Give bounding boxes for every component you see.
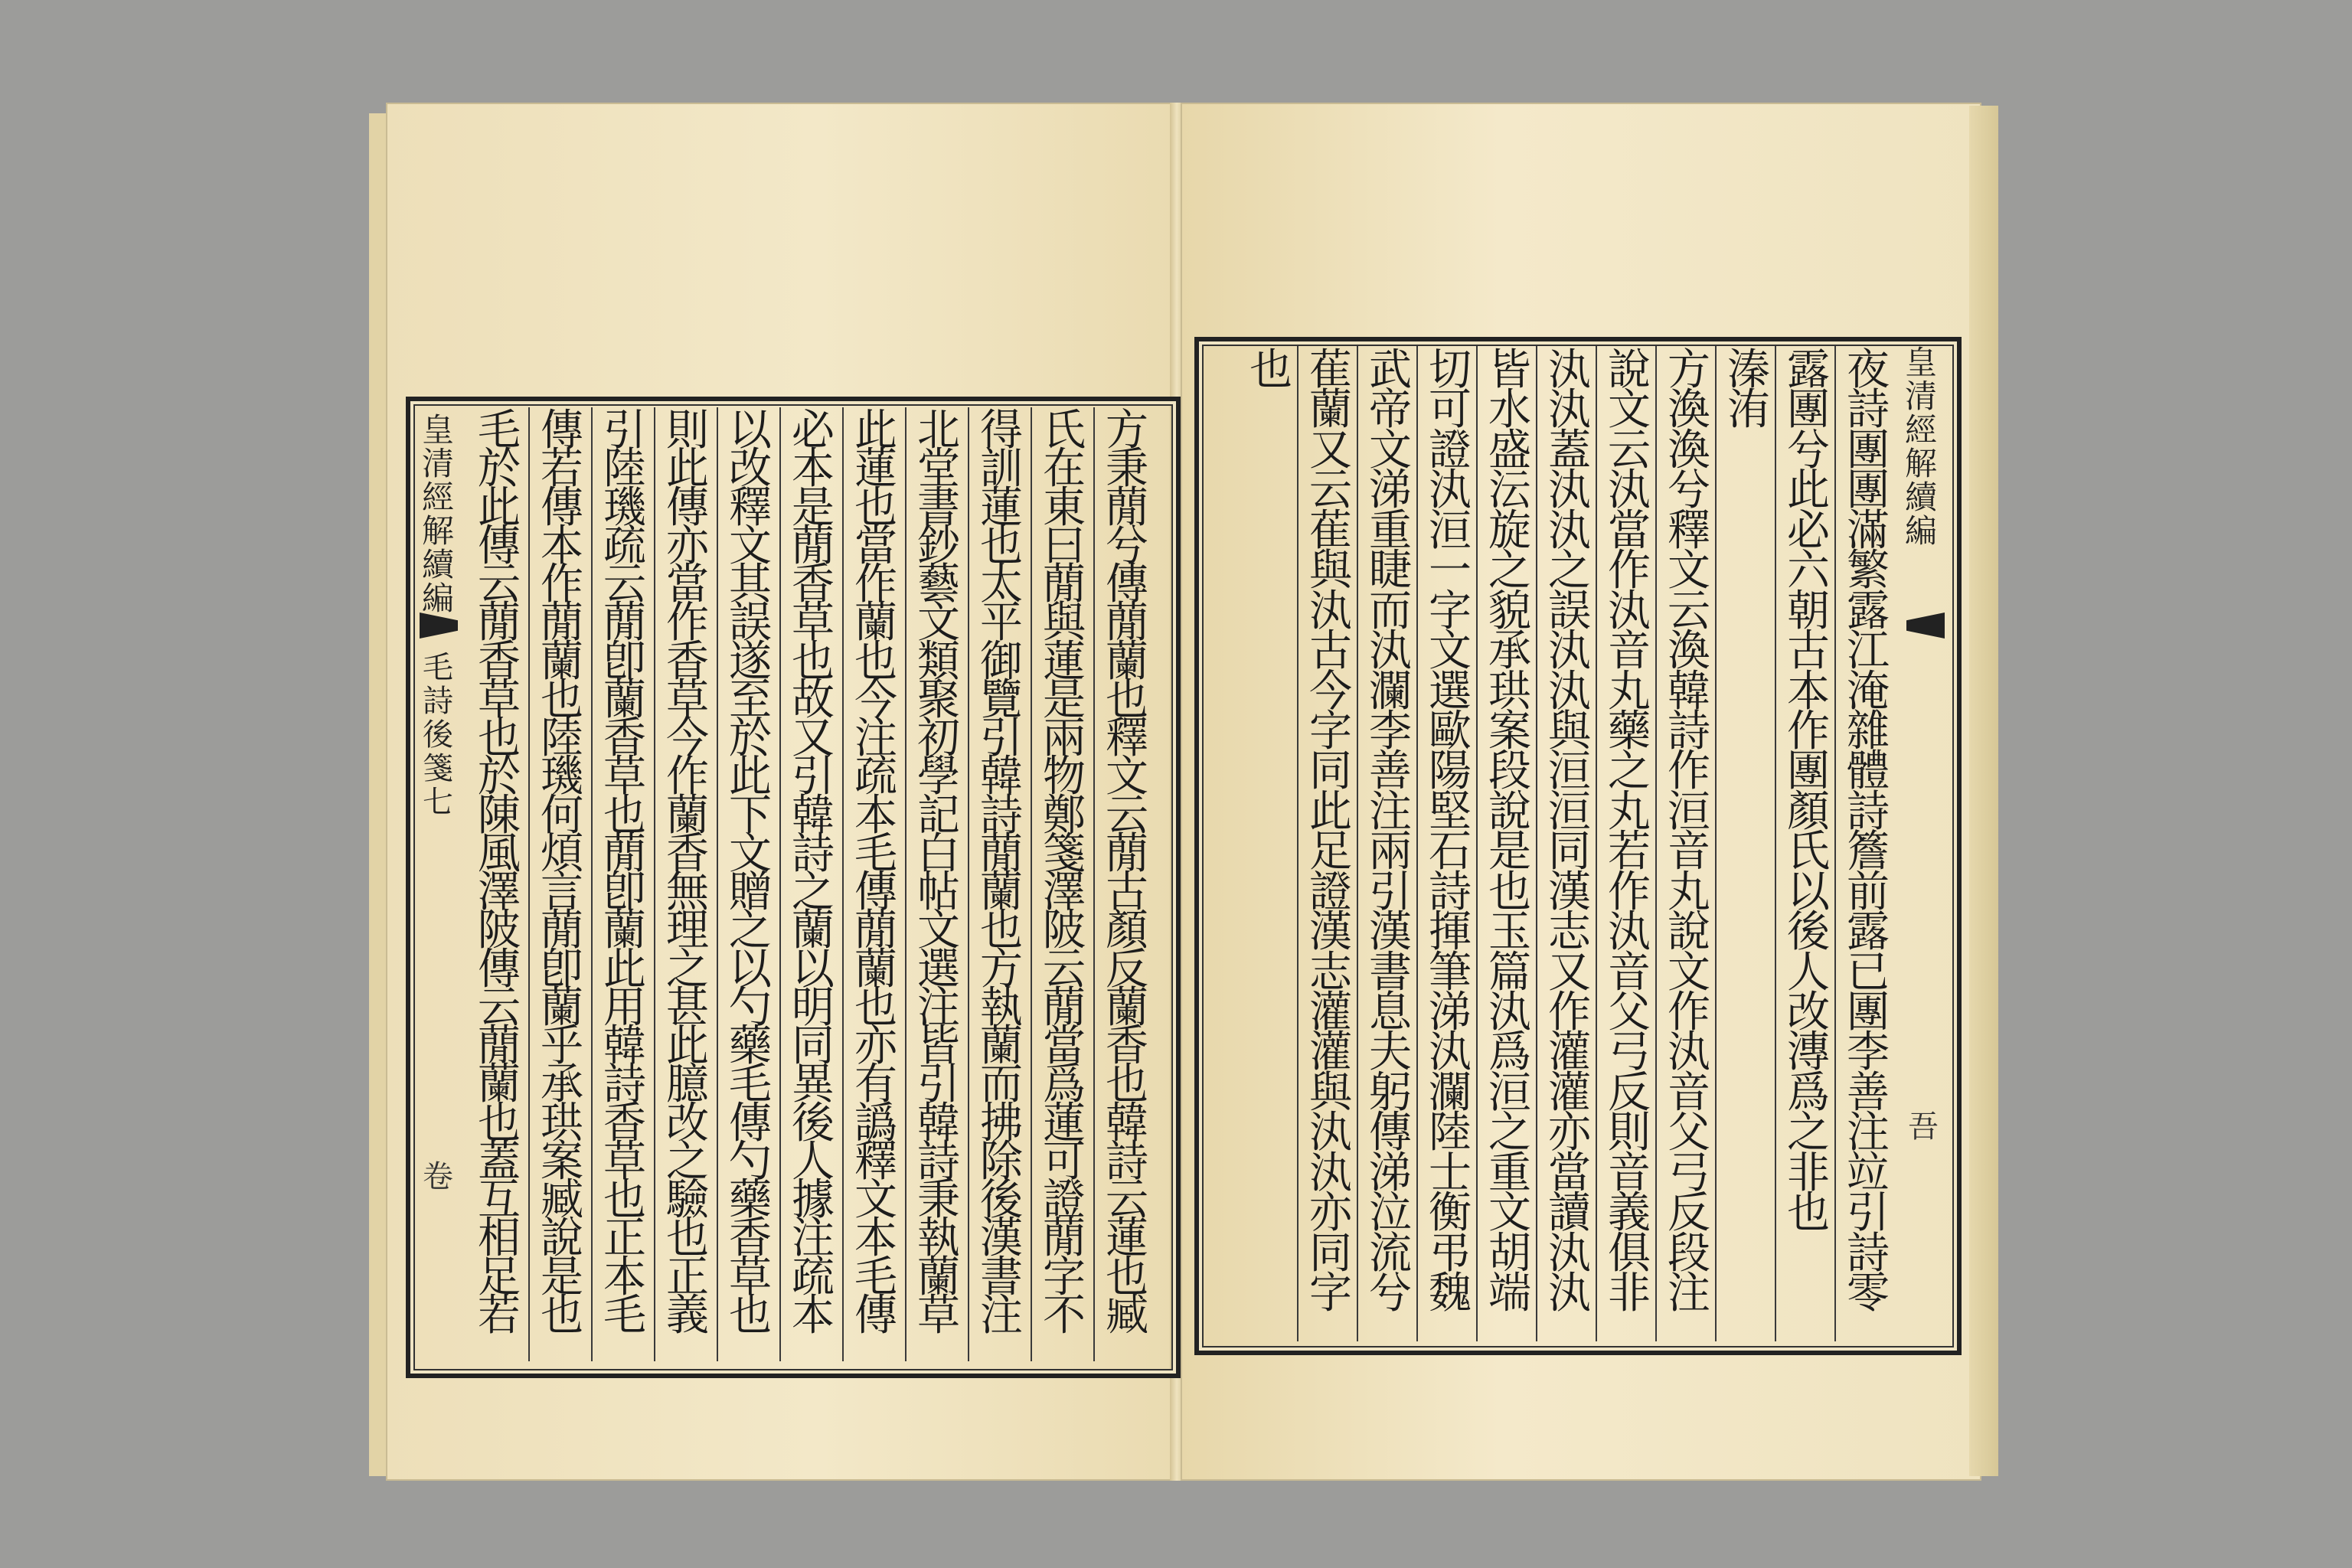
right-page-column: 也 bbox=[1250, 345, 1292, 395]
left-page-column-rule bbox=[591, 407, 593, 1361]
left-side-subtitle: 毛詩後箋七 bbox=[423, 650, 453, 820]
left-page-column: 此蓮也當作蘭也今注疏本毛傳蕑蘭也亦有譌釋文本毛傳 bbox=[854, 406, 897, 1341]
right-page-column: 切可證汍洹一字文選歐陽堅石詩揮筆涕汍瀾陸士衡弔魏 bbox=[1429, 345, 1472, 1319]
right-page-column: 萑蘭又云萑與汍古今字同此足證漢志灌灌與汍汍亦同字 bbox=[1309, 345, 1352, 1319]
left-page-column: 必本是蕑香草也故又引韓詩之蘭以明同異後人據注疏本 bbox=[792, 406, 835, 1341]
right-side-title: 皇清經解續編 bbox=[1904, 344, 1937, 550]
left-page-column-rule bbox=[528, 407, 530, 1361]
left-page-column-rule bbox=[717, 407, 718, 1361]
right-page-column-rule bbox=[1715, 346, 1717, 1341]
left-page-column: 則此傳亦當作香草今作蘭香無理之甚此臆改之驗也正義 bbox=[666, 406, 709, 1341]
right-page-column: 溱洧 bbox=[1727, 345, 1770, 436]
left-page-column: 傳若傳本作蕑蘭也陸璣何煩言蕑卽蘭乎承珙案臧說是也 bbox=[541, 406, 583, 1341]
left-page-column: 引陸璣疏云蕑卽蘭香草也蕑卽蘭此用韓詩香草也正本毛 bbox=[603, 406, 646, 1341]
right-page-column-rule bbox=[1357, 346, 1358, 1341]
right-page-column: 說文云汍當作汍音丸藥之丸若作汍音父弓反則音義俱非 bbox=[1608, 345, 1651, 1319]
right-page-column: 方渙渙兮釋文云渙韓詩作洹音丸說文作汍音父弓反段注 bbox=[1668, 345, 1710, 1319]
left-page-column: 毛於此傳云蕑香草也於陳風澤陂傳云蕑蘭也蓋互相足若 bbox=[478, 406, 521, 1341]
left-page-column-rule bbox=[905, 407, 906, 1361]
left-page-column: 方秉蕑兮傳蕑蘭也釋文云蕑古顏反蘭香也韓詩云蓮也臧 bbox=[1106, 406, 1148, 1341]
right-page-column-rule bbox=[1655, 346, 1657, 1341]
right-folio: 吾 bbox=[1908, 1109, 1939, 1145]
right-page-column: 武帝文涕重睫而汍瀾李善注兩引漢書息夫躬傳涕泣流兮 bbox=[1369, 345, 1412, 1319]
left-page-column-rule bbox=[842, 407, 844, 1361]
left-page-column-rule bbox=[654, 407, 655, 1361]
right-page-column: 皆水盛沄旋之貌承珙案段說是也玉篇汍爲洹之重文胡端 bbox=[1488, 345, 1531, 1319]
right-page-column: 露團兮此必六朝古本作團顏氏以後人改漙爲之非也 bbox=[1787, 345, 1830, 1239]
right-page-column-rule bbox=[1834, 346, 1836, 1341]
left-page-column-rule bbox=[1093, 407, 1095, 1361]
left-page-column: 得訓蓮也太平御覽引韓詩蕑蘭也方執蘭而拂除後漢書注 bbox=[980, 406, 1023, 1341]
left-page-column-rule bbox=[779, 407, 781, 1361]
left-side-title: 皇清經解續編 bbox=[421, 411, 454, 617]
right-page-column: 汍汍蓋汍汍之誤汍汍與洹洹同漢志又作灌灌亦當讀汍汍 bbox=[1548, 345, 1591, 1319]
right-page-column-rule bbox=[1416, 346, 1418, 1341]
right-page-column: 夜詩團團滿繁露江淹雜體詩簷前露已團李善注竝引詩零 bbox=[1847, 345, 1890, 1319]
left-page-column: 氏在東曰蕑與蓮是兩物鄭箋澤陂云蕑當爲蓮可證蕑字不 bbox=[1043, 406, 1086, 1341]
left-page-column-rule bbox=[968, 407, 969, 1361]
right-page-column-rule bbox=[1596, 346, 1597, 1341]
left-page-column: 北堂書鈔藝文類聚初學記白帖文選注皆引韓詩秉執蘭草 bbox=[917, 406, 960, 1341]
right-page-column-rule bbox=[1476, 346, 1478, 1341]
right-page-column-rule bbox=[1536, 346, 1537, 1341]
right-page-column-rule bbox=[1297, 346, 1298, 1341]
left-page-column-rule bbox=[1031, 407, 1032, 1361]
left-page-column: 以改釋文其誤遂至於此下文贈之以勺藥毛傳勺藥香草也 bbox=[729, 406, 772, 1341]
left-folio: 卷 bbox=[423, 1159, 453, 1194]
right-page-edges bbox=[1969, 106, 1998, 1476]
right-page-column-rule bbox=[1775, 346, 1776, 1341]
